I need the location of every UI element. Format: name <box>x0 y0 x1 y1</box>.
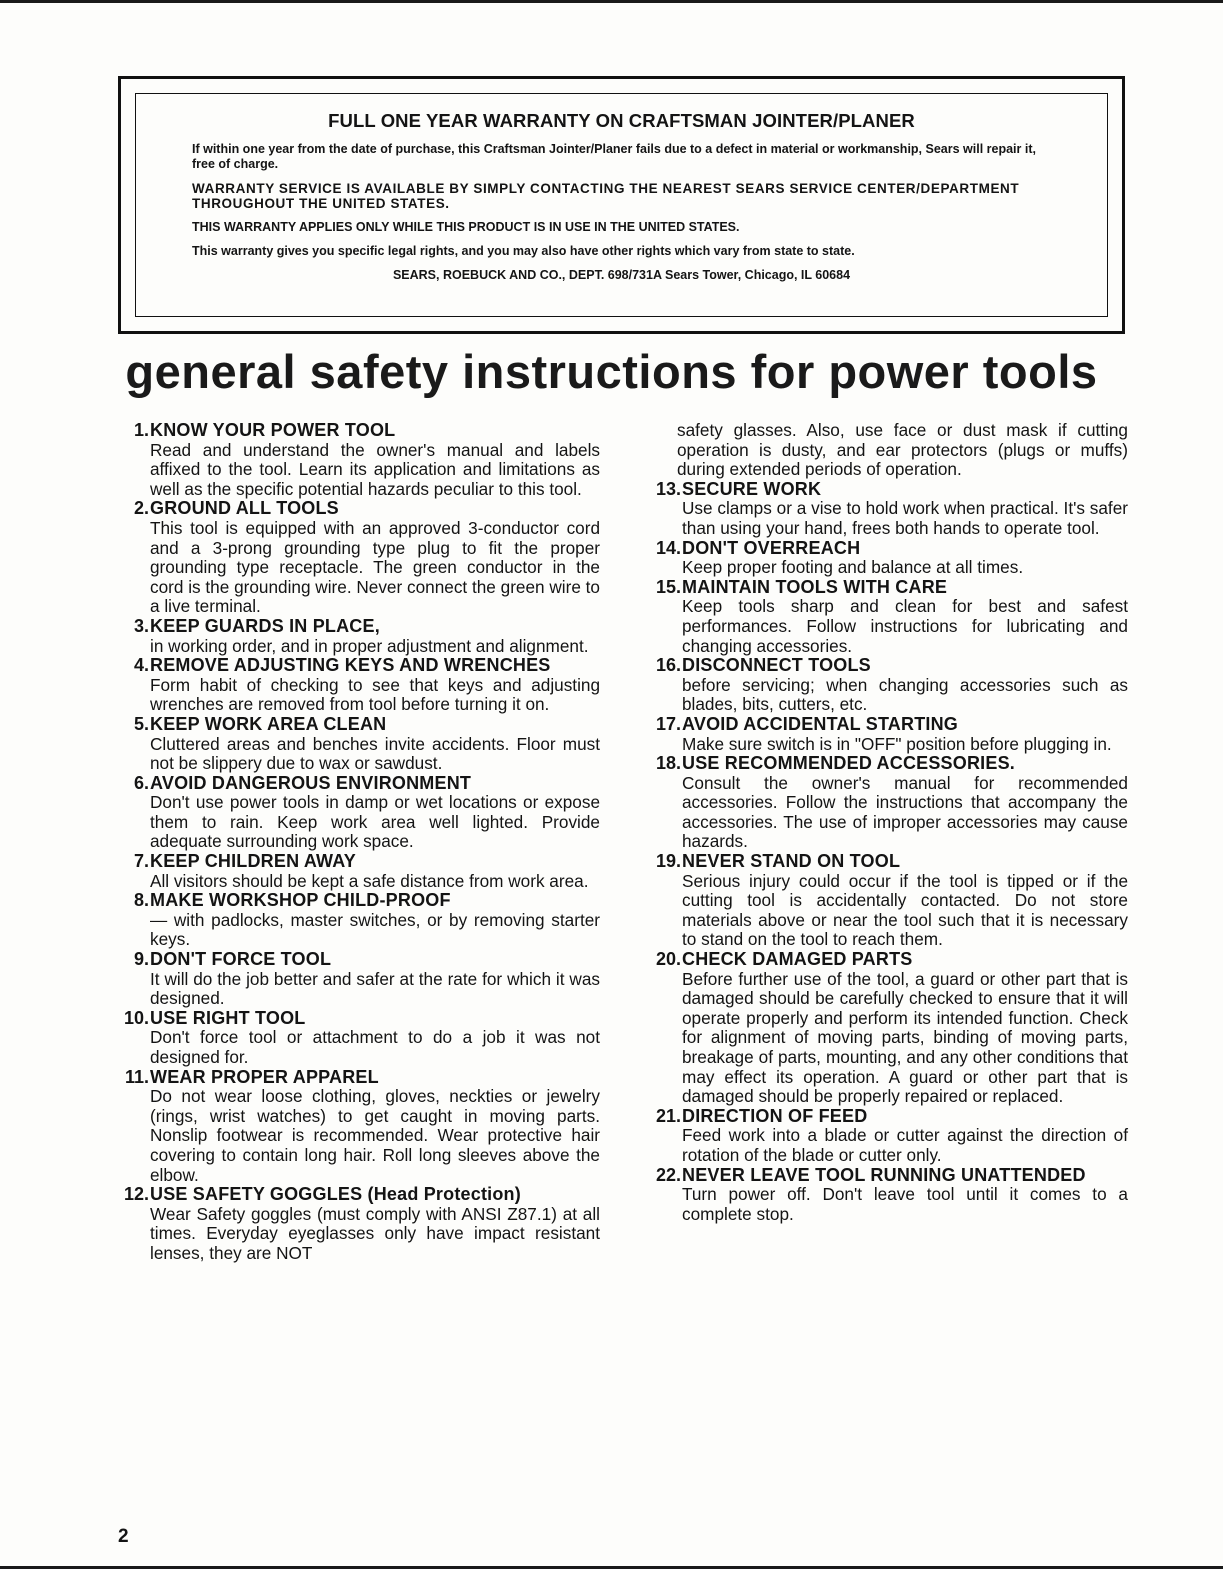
item-text: — with padlocks, master switches, or by removing starter keys. <box>150 909 600 950</box>
item-body <box>682 480 1128 539</box>
item-body <box>150 499 600 617</box>
item-title: WEAR PROPER APPAREL <box>150 1066 379 1087</box>
item-text: before servicing; when changing accessories such as blades, bits, cutters, etc. <box>682 674 1128 715</box>
item-number: 16. <box>655 655 681 676</box>
item-text: Feed work into a blade or cutter against the direction of rotation of the blade or cutter only. <box>682 1125 1128 1165</box>
left-column <box>108 421 600 1264</box>
item-body <box>682 578 1128 656</box>
item-body <box>150 656 600 715</box>
item-title: CHECK DAMAGED PARTS <box>682 949 913 970</box>
item-text: Wear Safety goggles (must comply with ANSI Z87.1) at all times. Everyday eyeglasses only have impact resistant lenses, they are NOT <box>150 1203 600 1263</box>
item-text: Before further use of the tool, a guard or other part that is damaged should be carefully checked to ensure that it will operate properly and perform its intended function. Check for alignment of moving parts, binding of moving parts, breakage of parts, mounting, and any other conditions that may effect its operation. A guard or other part that is damaged should be properly repaired or replaced. <box>682 968 1128 1107</box>
item-body <box>682 852 1128 950</box>
item-number: 4. <box>133 655 149 676</box>
safety-item <box>108 891 600 950</box>
item-body <box>150 1009 600 1068</box>
item-text: Consult the owner's manual for recommended accessories. Follow the instructions that accompany the accessories. The use of improper accessories may cause hazards. <box>682 772 1128 852</box>
page-title: general safety instructions for power tools <box>125 345 1098 398</box>
item-title: MAKE WORKSHOP CHILD-PROOF <box>150 890 451 911</box>
item-title: NEVER STAND ON TOOL <box>682 851 901 872</box>
safety-item <box>108 656 600 715</box>
item-body <box>150 715 600 774</box>
item-title: USE RIGHT TOOL <box>150 1007 306 1028</box>
item-title: KNOW YOUR POWER TOOL <box>150 420 396 440</box>
item-title: DON'T FORCE TOOL <box>150 949 332 970</box>
warranty-us-only-notice: THIS WARRANTY APPLIES ONLY WHILE THIS PRODUCT IS IN USE IN THE UNITED STATES. <box>192 220 740 234</box>
warranty-legal-rights: This warranty gives you specific legal rights, and you may also have other rights which vary from state to state. <box>192 244 855 258</box>
warranty-address: SEARS, ROEBUCK AND CO., DEPT. 698/731A Sears Tower, Chicago, IL 60684 <box>392 268 851 282</box>
item-text: Don't force tool or attachment to do a job it was not designed for. <box>150 1027 600 1067</box>
item-body <box>682 1166 1128 1225</box>
item-number: 10. <box>123 1007 149 1028</box>
page-number: 2 <box>118 1526 129 1547</box>
item-text: Don't use power tools in damp or wet locations or expose them to rain. Keep work area well lighted. Provide adequate surrounding work space. <box>150 792 600 852</box>
item-number: 18. <box>655 753 681 774</box>
item-title: MAINTAIN TOOLS WITH CARE <box>682 576 948 597</box>
item-title: SECURE WORK <box>682 478 822 499</box>
safety-item <box>108 617 600 656</box>
item-number: 2. <box>133 498 149 519</box>
item-body <box>682 715 1128 754</box>
item-text: Keep tools sharp and clean for best and safest performances. Follow instructions for lubricating and changing accessories. <box>682 596 1128 656</box>
safety-item <box>640 480 1128 539</box>
item-text: Keep proper footing and balance at all times. <box>682 557 1024 578</box>
item-body <box>150 891 600 950</box>
item-12-continuation: safety glasses. Also, use face or dust mask if cutting operation is dusty, and ear protectors (plugs or muffs) during extended periods of operation. <box>677 420 1128 480</box>
item-title: GROUND ALL TOOLS <box>150 498 339 519</box>
item-body <box>150 617 600 656</box>
item-title: KEEP GUARDS IN PLACE, <box>150 615 380 636</box>
item-text: in working order, and in proper adjustment and alignment. <box>150 635 589 656</box>
item-body <box>150 774 600 852</box>
item-number: 21. <box>655 1105 681 1126</box>
item-text: Do not wear loose clothing, gloves, neckties or jewelry (rings, wrist watches) to get caught in moving parts. Nonslip footwear is recommended. Wear protective hair covering to contain long hair. Roll long sleeves above the elbow. <box>150 1086 600 1185</box>
right-column-items <box>640 480 1128 1225</box>
item-title: KEEP WORK AREA CLEAN <box>150 713 387 734</box>
item-body <box>150 950 600 1009</box>
item-title: DON'T OVERREACH <box>682 537 861 558</box>
item-number: 22. <box>655 1164 681 1185</box>
item-text: Read and understand the owner's manual and labels affixed to the tool. Learn its application and limitations as well as the specific potential hazards peculiar to this tool. <box>150 439 600 499</box>
warranty-terms: If within one year from the date of purchase, this Craftsman Jointer/Planer fails due to a defect in material or workmanship, Sears will repair it, free of charge. <box>192 142 1036 171</box>
item-text: Form habit of checking to see that keys and adjusting wrenches are removed from tool before turning it on. <box>150 674 600 715</box>
safety-item <box>640 1107 1128 1166</box>
item-body <box>682 539 1128 578</box>
item-body <box>682 754 1128 852</box>
safety-item <box>108 1009 600 1068</box>
safety-item <box>640 950 1128 1107</box>
item-text: All visitors should be kept a safe distance from work area. <box>150 870 589 891</box>
item-number: 5. <box>133 713 149 734</box>
item-body <box>682 950 1128 1107</box>
item-number: 3. <box>133 615 149 636</box>
item-number: 17. <box>655 713 681 734</box>
safety-item <box>640 578 1128 656</box>
item-number: 6. <box>133 772 149 793</box>
page-top-edge <box>0 0 1223 3</box>
item-number: 13. <box>655 478 681 499</box>
item-title: KEEP CHILDREN AWAY <box>150 851 356 872</box>
item-text: It will do the job better and safer at the rate for which it was designed. <box>150 968 600 1009</box>
safety-item <box>108 499 600 617</box>
item-body <box>150 852 600 891</box>
item-text: Use clamps or a vise to hold work when practical. It's safer than using your hand, frees both hands to operate tool. <box>682 498 1128 538</box>
safety-item <box>108 1068 600 1186</box>
item-body <box>150 1068 600 1186</box>
item-number: 7. <box>133 851 149 872</box>
item-number: 12. <box>123 1184 149 1205</box>
safety-item <box>108 1185 600 1263</box>
safety-item <box>640 539 1128 578</box>
safety-item <box>108 421 600 499</box>
safety-item <box>640 656 1128 715</box>
item-text: Turn power off. Don't leave tool until it comes to a complete stop. <box>682 1184 1128 1224</box>
item-text: Cluttered areas and benches invite accidents. Floor must not be slippery due to wax or sawdust. <box>150 733 600 774</box>
item-number: 20. <box>655 949 681 970</box>
item-title: AVOID DANGEROUS ENVIRONMENT <box>150 772 472 793</box>
warranty-box <box>118 76 1125 334</box>
safety-item <box>108 852 600 891</box>
item-number: 15. <box>655 576 681 597</box>
item-title: AVOID ACCIDENTAL STARTING <box>682 713 958 734</box>
warranty-service-notice: WARRANTY SERVICE IS AVAILABLE BY SIMPLY CONTACTING THE NEAREST SEARS SERVICE CENTER/DEPARTMENT THROUGHOUT THE UNITED STATES. <box>192 181 1020 211</box>
item-title: REMOVE ADJUSTING KEYS AND WRENCHES <box>150 655 551 676</box>
item-number: 11. <box>124 1066 149 1087</box>
item-text: Serious injury could occur if the tool is tipped or if the cutting tool is accidentally contacted. Do not store materials above or near the tool such that it is necessary to stand on the tool to reach them. <box>682 870 1128 950</box>
item-title: DIRECTION OF FEED <box>682 1105 868 1126</box>
item-number: 1. <box>133 420 149 440</box>
safety-item <box>640 852 1128 950</box>
item-number: 14. <box>655 537 681 558</box>
item-body <box>682 1107 1128 1166</box>
safety-item <box>108 774 600 852</box>
item-number: 8. <box>133 890 149 911</box>
warranty-inner-border <box>135 93 1108 317</box>
item-title: NEVER LEAVE TOOL RUNNING UNATTENDED <box>682 1164 1086 1185</box>
item-title: DISCONNECT TOOLS <box>682 655 871 676</box>
item-number: 9. <box>133 949 149 970</box>
item-text: Make sure switch is in "OFF" position before plugging in. <box>682 733 1112 754</box>
safety-item <box>108 950 600 1009</box>
item-title: USE RECOMMENDED ACCESSORIES. <box>682 753 1015 774</box>
item-body <box>150 421 600 499</box>
safety-item <box>640 1166 1128 1225</box>
safety-item <box>640 754 1128 852</box>
item-body <box>682 656 1128 715</box>
item-text: This tool is equipped with an approved 3-conductor cord and a 3-prong grounding type plug to fit the proper grounding type receptacle. The green conductor in the cord is the grounding wire. Never connect the green wire to a live terminal. <box>150 517 600 617</box>
item-title: USE SAFETY GOGGLES (Head Protection) <box>150 1184 521 1205</box>
warranty-title: FULL ONE YEAR WARRANTY ON CRAFTSMAN JOINTER/PLANER <box>328 110 915 131</box>
safety-item <box>640 715 1128 754</box>
safety-item <box>108 715 600 774</box>
item-body <box>150 1185 600 1263</box>
item-number: 19. <box>655 851 681 872</box>
right-column <box>640 421 1128 1224</box>
